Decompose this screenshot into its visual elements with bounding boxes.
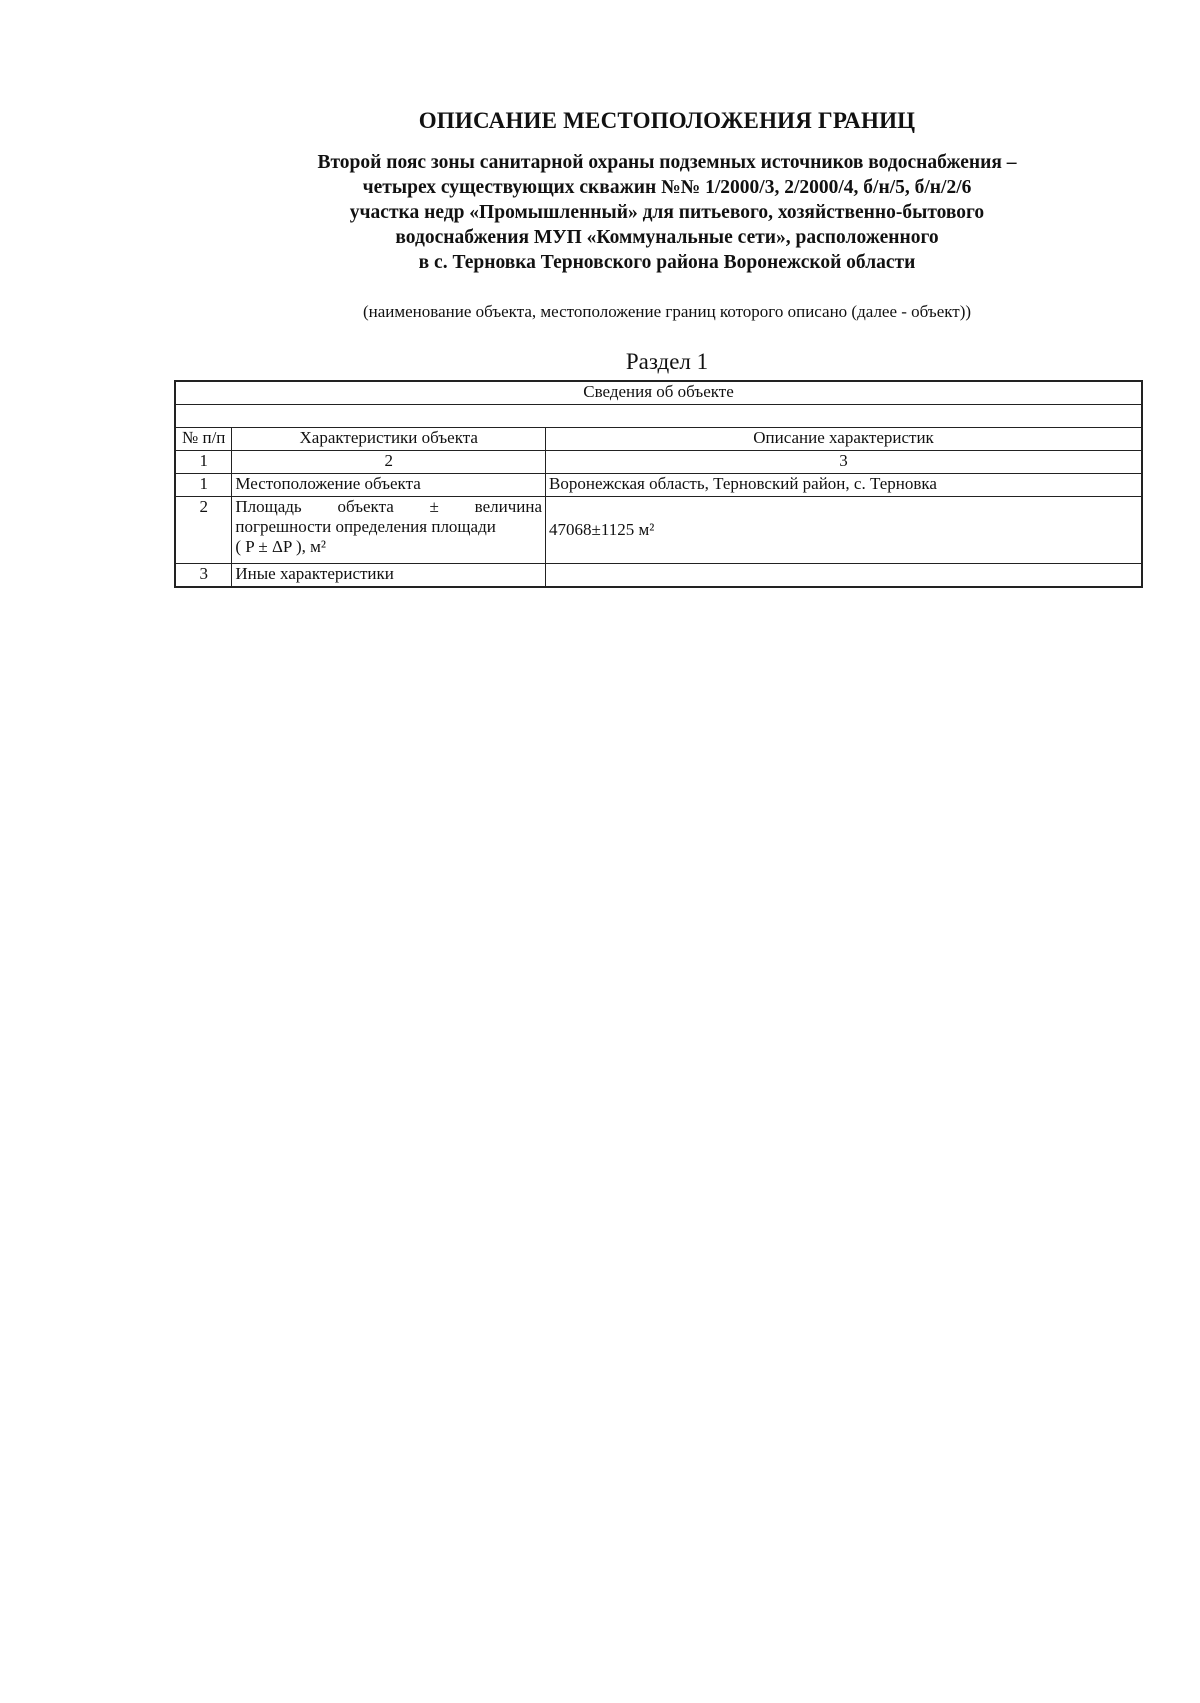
object-name-line: четырех существующих скважин №№ 1/2000/3, 2/2000/4, б/н/5, б/н/2/6 — [362, 177, 972, 198]
object-name-line: водоснабжения МУП «Коммунальные сети», расположенного — [395, 227, 939, 248]
row-description — [546, 564, 1142, 588]
row-characteristic: Иные характеристики — [232, 564, 546, 588]
empty-cell — [175, 405, 1142, 428]
characteristic-word: Площадь — [235, 497, 302, 516]
column-number: 3 — [546, 451, 1142, 474]
characteristic-line: ( P ± ΔP ), м² — [235, 537, 326, 556]
table-empty-row — [175, 405, 1142, 428]
column-header-number: № п/п — [175, 428, 232, 451]
row-description: Воронежская область, Терновский район, с. Терновка — [546, 474, 1142, 497]
table-row — [175, 497, 1142, 564]
object-name — [0, 150, 1200, 275]
object-name-caption: (наименование объекта, местоположение границ которого описано (далее - объект)) — [362, 302, 972, 321]
object-name-line: в с. Терновка Терновского района Воронежской области — [418, 252, 916, 273]
row-number: 3 — [175, 564, 232, 588]
column-header-characteristic: Характеристики объекта — [232, 428, 546, 451]
column-headers-row — [175, 428, 1142, 451]
section-label: Раздел 1 — [625, 349, 709, 374]
object-name-line: участка недр «Промышленный» для питьевого, хозяйственно-бытового — [349, 202, 985, 223]
column-numbers-row — [175, 451, 1142, 474]
row-number: 2 — [175, 497, 232, 564]
table-header: Сведения об объекте — [175, 381, 1142, 405]
object-name-line: Второй пояс зоны санитарной охраны подземных источников водоснабжения – — [317, 152, 1017, 173]
row-description: 47068±1125 м² — [546, 497, 1142, 564]
characteristic-word: объекта — [337, 497, 394, 516]
row-characteristic: Местоположение объекта — [232, 474, 546, 497]
table-header-row — [175, 381, 1142, 405]
characteristic-line: погрешности определения площади — [235, 517, 496, 536]
row-characteristic — [232, 497, 546, 564]
characteristic-word: ± — [429, 497, 439, 516]
object-info-table — [174, 380, 1143, 588]
page-title: ОПИСАНИЕ МЕСТОПОЛОЖЕНИЯ ГРАНИЦ — [418, 108, 916, 133]
column-number: 2 — [232, 451, 546, 474]
column-number: 1 — [175, 451, 232, 474]
table-row — [175, 564, 1142, 588]
table-row — [175, 474, 1142, 497]
row-number: 1 — [175, 474, 232, 497]
characteristic-line — [235, 497, 542, 517]
characteristic-word: величина — [474, 497, 543, 516]
column-header-description: Описание характеристик — [546, 428, 1142, 451]
